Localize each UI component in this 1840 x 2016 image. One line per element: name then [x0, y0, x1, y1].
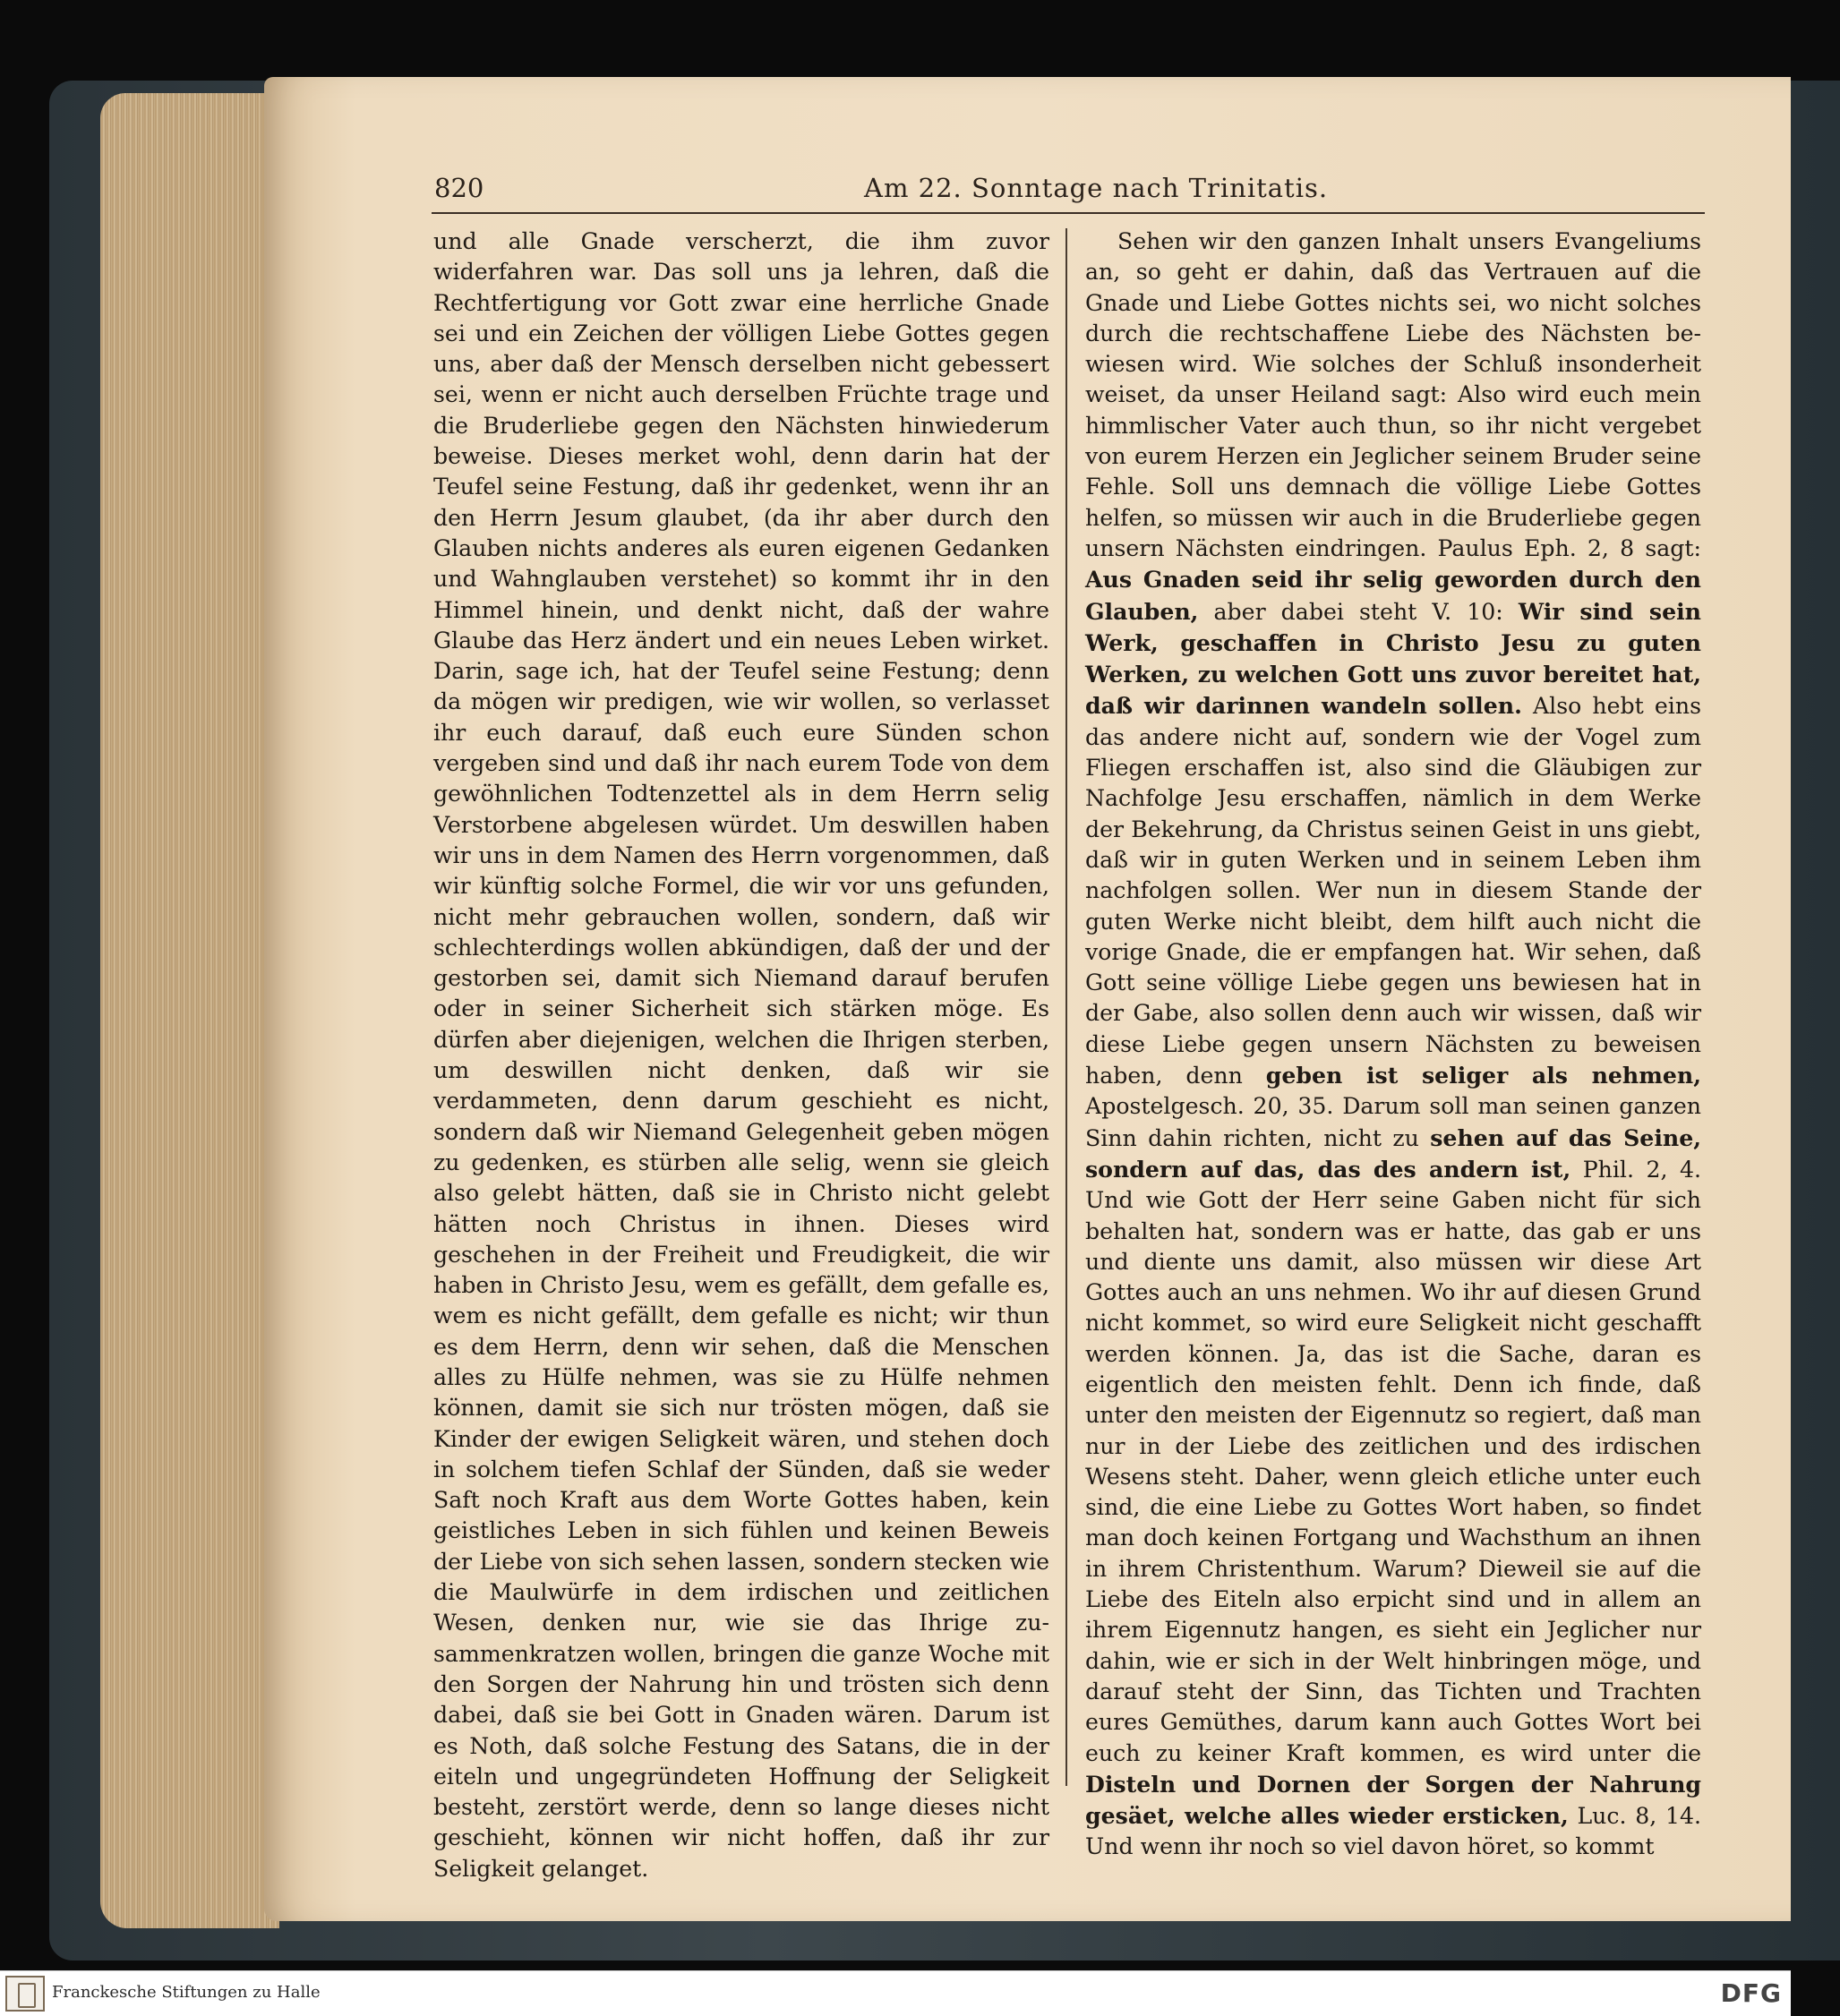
column-divider — [1065, 228, 1067, 1786]
bible-quote-eph-2-10: Wir sind sein Werk, geschaffen in Christo Jesu zu guten Werken, zu welchen Gott uns zuvor bereitet hat, daß wir darinnen wandeln sollen. — [1085, 597, 1701, 720]
page-number: 820 — [434, 173, 484, 203]
text-run: aber dabei steht V. 10: — [1198, 598, 1519, 625]
institution-name[interactable]: Franckesche Stiftungen zu Halle — [52, 1983, 321, 2002]
dfg-logo[interactable]: DFG — [1720, 1978, 1782, 2008]
bible-quote-phil-2-4: sehen auf das Seine, sondern auf das, das des andern ist, — [1085, 1123, 1702, 1183]
bible-quote-acts-20-35: geben ist seliger als nehmen, — [1265, 1062, 1701, 1089]
text-run: Also hebt eins das andere nicht auf, sondern wie der Vogel zum Fliegen erschaffen ist, also sind die Gläubigen zur Nachfolge Jesu erschaffen, nämlich in dem Werke der Bekehrung, da Christus seinen Geist in uns giebt, daß wir in guten Werken und in seinem Leben ihm nachfolgen sollen. Wer nun in diesem Stande der guten Werke nicht bleibt, dem hilft auch nicht die vorige Gnade, die er empfangen hat. Wir sehen, daß Gott seine völlige Liebe gegen uns bewiesen hat in der Gabe, also sollen denn auch wir wissen, daß wir diese Liebe gegen unsern Nächsten zu beweisen haben, denn — [1085, 693, 1701, 1089]
header-rule — [432, 212, 1705, 214]
viewer-footer — [0, 1970, 1791, 2016]
left-column — [433, 226, 1049, 1882]
bible-quote-eph-2-8: Aus Gnaden seid ihr selig geworden durch den Glauben, — [1085, 566, 1701, 625]
text-run: Apostelgesch. 20, 35. Darum soll man seinen ganzen Sinn dahin richten, nicht zu — [1085, 1093, 1701, 1151]
text-run: Sehen wir den ganzen Inhalt unsers Evangeliums an, so geht er dahin, daß das Vertrauen auf die Gnade und Liebe Gottes nichts sei, wo nicht solches durch die rechtschaffene Liebe des Nächsten bewiesen wird. Wie solches der Schluß insonderheit weiset, da unser Heiland sagt: Also wird euch mein himmlischer Vater auch thun, so ihr nicht vergebet von eurem Herzen ein Jeglicher seinem Bruder seine Fehle. Soll uns demnach die völlige Liebe Gottes helfen, so müssen wir auch in die Bruderliebe gegen unsern Nächsten eindringen. Paulus Eph. 2, 8 sagt: — [1085, 228, 1701, 561]
running-head: Am 22. Sonntage nach Trinitatis. — [864, 173, 1329, 203]
page-header — [434, 173, 1706, 218]
institution-logo-icon — [5, 1976, 45, 2012]
page-edges — [100, 93, 279, 1928]
text-run: Phil. 2, 4. Und wie Gott der Herr seine Gaben nicht für sich behalten hat, sondern was er hatte, das gab er uns und diente uns damit, also müssen wir diese Art Gottes auch an uns nehmen. Wo ihr auf diesen Grund nicht kommet, so wird eure Seligkeit nicht geschafft werden können. Ja, das ist die Sache, daran es eigentlich den meisten fehlt. Denn ich finde, daß unter den meisten der Eigennutz so regiert, daß man nur in der Liebe des zeitlichen und des irdischen Wesens steht. Daher, wenn gleich etliche unter euch sind, die eine Liebe zu Gottes Wort haben, so findet man doch keinen Fortgang und Wachsthum an ihnen in ihrem Christenthum. Warum? Dieweil sie auf die Liebe des Eiteln also erpicht sind und in allem an ihrem Eigennutz hangen, es sieht ein Jeglicher nur dahin, wie er sich in der Welt hinbringen möge, und darauf steht der Sinn, das Tichten und Trachten eures Gemüthes, darum kann auch Gottes Wort bei euch zu keiner Kraft kommen, es wird unter die — [1085, 1156, 1701, 1766]
right-column — [1085, 226, 1702, 1860]
text-run: Luc. 8, 14. Und wenn ihr noch so viel davon höret, so kommt — [1085, 1803, 1701, 1860]
left-paragraph: und alle Gnade verscherzt, die ihm zuvor widerfahren war. Das soll uns ja lehren, daß die Rechtfertigung vor Gott zwar eine herrliche Gnade sei und ein Zeichen der völligen Liebe Gottes gegen uns, aber daß der Mensch derselben nicht gebessert sei, wenn er nicht auch derselben Früchte trage und die Bruderliebe gegen den Nächsten hinwiederum beweise. Dieses merket wohl, denn darin hat der Teufel seine Festung, daß ihr gedenket, wenn ihr an den Herrn Jesum glaubet, (da ihr aber durch den Glauben nichts anderes als euren eigenen Gedanken und Wahnglauben verstehet) so kommt ihr in den Himmel hinein, und denkt nicht, daß der wahre Glaube das Herz ändert und ein neues Leben wirket. Darin, sage ich, hat der Teufel seine Festung; denn da mögen wir predigen, wie wir wollen, so verlasset ihr euch darauf, daß euch eure Sünden schon vergeben sind und daß ihr nach eurem Tode von dem gewöhnlichen Todtenzettel als in dem Herrn selig Verstorbene abgelesen würdet. Um deswillen haben wir uns in dem Namen des Herrn vorgenommen, daß wir künftig solche Formel, die wir vor uns gefunden, nicht mehr gebrauchen wollen, sondern, daß wir schlechterdings wollen abkündigen, daß der und der gestorben sei, damit sich Niemand darauf berufen oder in seiner Sicherheit sich stärken möge. Es dürfen aber diejenigen, welchen die Ihrigen sterben, um deswillen nicht denken, daß wir sie verdammeten, denn darum geschieht es nicht, sondern daß wir Niemand Gelegenheit geben mögen zu gedenken, es stürben alle selig, wenn sie gleich also gelebt hätten, daß sie in Christo nicht gelebt hätten noch Christus in ihnen. Dieses wird geschehen in der Freiheit und Freudigkeit, die wir haben in Christo Jesu, wem es gefällt, dem gefalle es, wem es nicht gefällt, dem gefalle es nicht; wir thun es dem Herrn, denn wir sehen, daß die Menschen alles zu Hülfe nehmen, was sie zu Hülfe nehmen können, damit sie sich nur trösten mögen, daß sie Kinder der ewigen Seligkeit wären, und stehen doch in solchem tiefen Schlaf der Sünden, daß sie weder Saft noch Kraft aus dem Worte Gottes haben, kein geistliches Leben in sich fühlen und keinen Beweis der Liebe von sich sehen lassen, sondern stecken wie die Maulwürfe in dem irdischen und zeitlichen Wesen, denken nur, wie sie das Ihrige zusammenkratzen wollen, bringen die ganze Woche mit den Sorgen der Nahrung hin und trösten sich denn dabei, daß sie bei Gott in Gnaden wären. Darum ist es Noth, daß solche Festung des Satans, die in der eiteln und ungegründeten Hoffnung der Seligkeit besteht, zerstört werde, denn so lange dieses nicht geschieht, können wir nicht hoffen, daß ihr zur Seligkeit gelanget. — [433, 228, 1049, 1882]
right-paragraph — [1085, 226, 1701, 1863]
bible-quote-luke-8-14: Disteln und Dornen der Sorgen der Nahrung gesäet, welche alles wieder ersticken, — [1085, 1770, 1701, 1830]
